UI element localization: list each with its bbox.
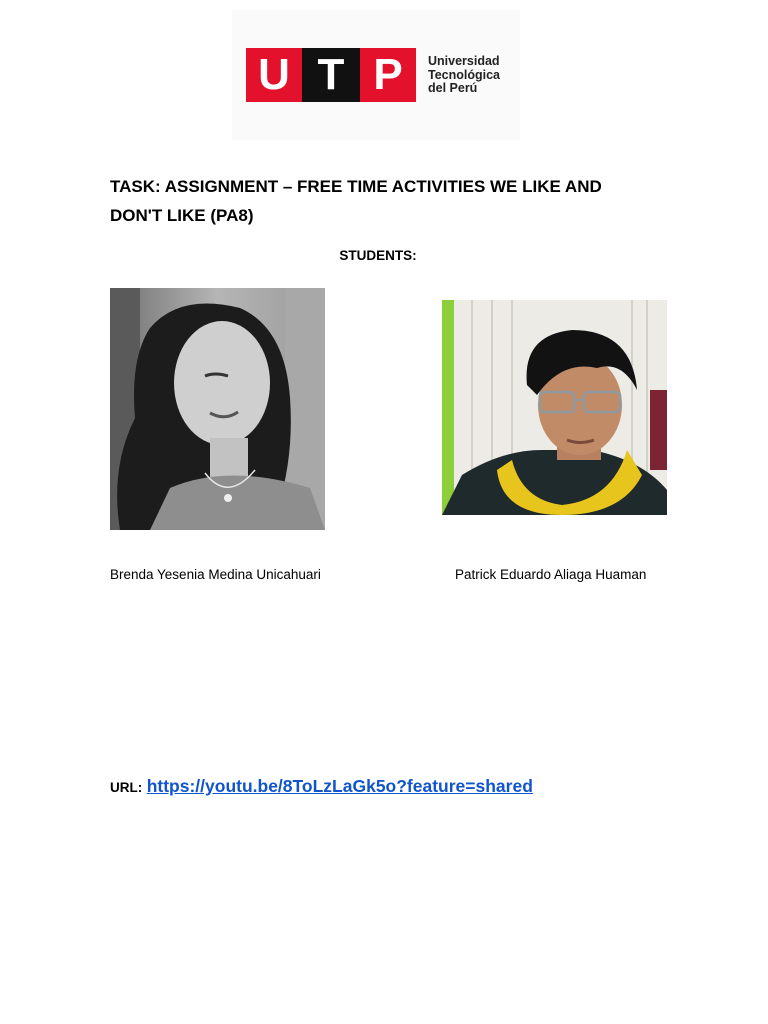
utp-logo (232, 10, 520, 140)
url-row (110, 776, 533, 797)
portrait-color-illustration (442, 300, 667, 515)
student-name-2: Patrick Eduardo Aliaga Huaman (455, 567, 647, 582)
logo-letter-p: P (360, 48, 416, 102)
logo-name-line-3: del Perú (428, 81, 478, 95)
task-title-line-1: TASK: ASSIGNMENT – FREE TIME ACTIVITIES WE LIKE AND (110, 177, 602, 196)
logo-letter-t: T (302, 48, 360, 102)
student-photo-brenda (110, 288, 325, 530)
student-photo-patrick (442, 300, 667, 515)
logo-name-line-2: Tecnológica (428, 67, 501, 82)
logo-name-line-1: Universidad (428, 54, 500, 68)
task-title (110, 172, 670, 230)
portrait-grayscale-illustration (110, 288, 325, 530)
logo-letter-u: U (246, 48, 302, 102)
video-url-link[interactable]: https://youtu.be/8ToLzLaGk5o?feature=shared (146, 776, 533, 796)
logo-university-name (428, 55, 520, 96)
student-name-1: Brenda Yesenia Medina Unicahuari (110, 567, 321, 582)
task-title-line-2: DON'T LIKE (PA8) (110, 206, 254, 225)
students-heading (0, 248, 768, 263)
students-label: STUDENTS: (339, 248, 417, 263)
url-label: URL: (110, 780, 143, 795)
